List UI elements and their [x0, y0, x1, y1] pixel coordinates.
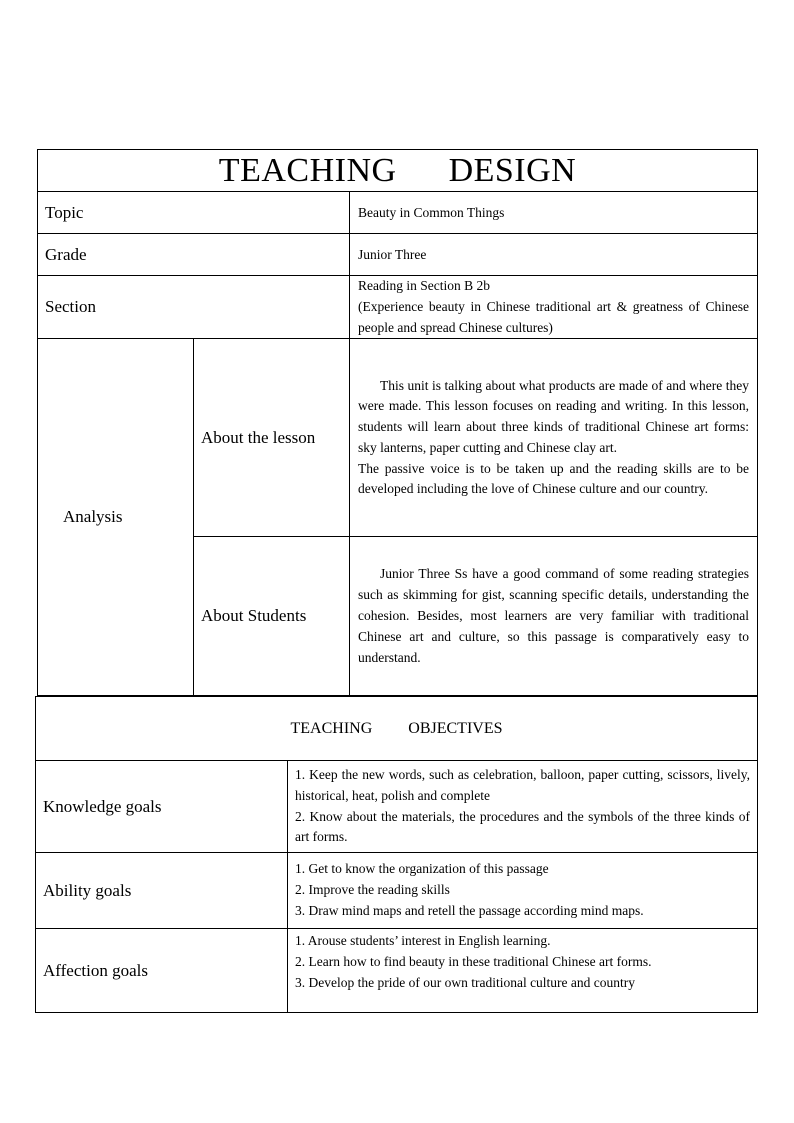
title-word-design: DESIGN: [448, 151, 577, 189]
objectives-title: [36, 697, 758, 761]
objectives-word-teaching: TEACHING: [290, 719, 373, 737]
about-lesson-text: [350, 339, 758, 537]
list-item: 2. Know about the materials, the procedures and the symbols of the three kinds of art forms.: [295, 808, 750, 845]
affection-goals-list: [288, 929, 758, 1013]
list-item: 3. Draw mind maps and retell the passage according mind maps.: [295, 902, 644, 918]
about-students-text: [350, 537, 758, 696]
section-line-2: (Experience beauty in Chinese traditional art & greatness of Chinese people and spread Chinese cultures): [358, 298, 750, 335]
document-title: [38, 150, 758, 192]
lesson-paragraph-1: This unit is talking about what products are made of and where they were made. This lesson focuses on reading and writing. In this lesson, students will learn about three kinds of traditional Chinese art forms: sky lanterns, paper cutting and Chinese clay art.: [358, 377, 750, 455]
title-word-teaching: TEACHING: [218, 151, 397, 189]
lesson-paragraph-2: The passive voice is to be taken up and the reading skills are to be developed including the love of Chinese culture and our country.: [358, 460, 750, 497]
list-item: 2. Learn how to find beauty in these traditional Chinese art forms.: [295, 953, 652, 969]
about-students-label: About Students: [194, 537, 350, 696]
knowledge-goals-label: Knowledge goals: [36, 761, 288, 853]
grade-label: Grade: [38, 234, 350, 276]
list-item: 1. Keep the new words, such as celebration, balloon, paper cutting, scissors, lively, historical, heat, polish and complete: [295, 766, 750, 803]
topic-value: Beauty in Common Things: [350, 192, 758, 234]
topic-label: Topic: [38, 192, 350, 234]
list-item: 1. Get to know the organization of this passage: [295, 861, 549, 877]
grade-value: Junior Three: [350, 234, 758, 276]
list-item: 3. Develop the pride of our own traditional culture and country: [295, 974, 636, 990]
students-paragraph-1: Junior Three Ss have a good command of some reading strategies such as skimming for gist, scanning specific details, understanding the cohesion. Besides, most learners are very familiar with traditional Chinese art and culture, so this passage is comparatively easy to understand.: [358, 566, 750, 665]
section-label: Section: [38, 276, 350, 339]
ability-goals-list: [288, 853, 758, 929]
section-value: [350, 276, 758, 339]
list-item: 2. Improve the reading skills: [295, 882, 450, 898]
affection-goals-label: Affection goals: [36, 929, 288, 1013]
analysis-label: Analysis: [38, 339, 194, 696]
list-item: 1. Arouse students’ interest in English learning.: [295, 933, 551, 948]
section-line-1: Reading in Section B 2b: [358, 278, 490, 293]
objectives-word-objectives: OBJECTIVES: [408, 719, 503, 737]
knowledge-goals-list: [288, 761, 758, 853]
teaching-objectives-table: [35, 696, 758, 1013]
teaching-design-table: [37, 149, 758, 696]
ability-goals-label: Ability goals: [36, 853, 288, 929]
about-lesson-label: About the lesson: [194, 339, 350, 537]
